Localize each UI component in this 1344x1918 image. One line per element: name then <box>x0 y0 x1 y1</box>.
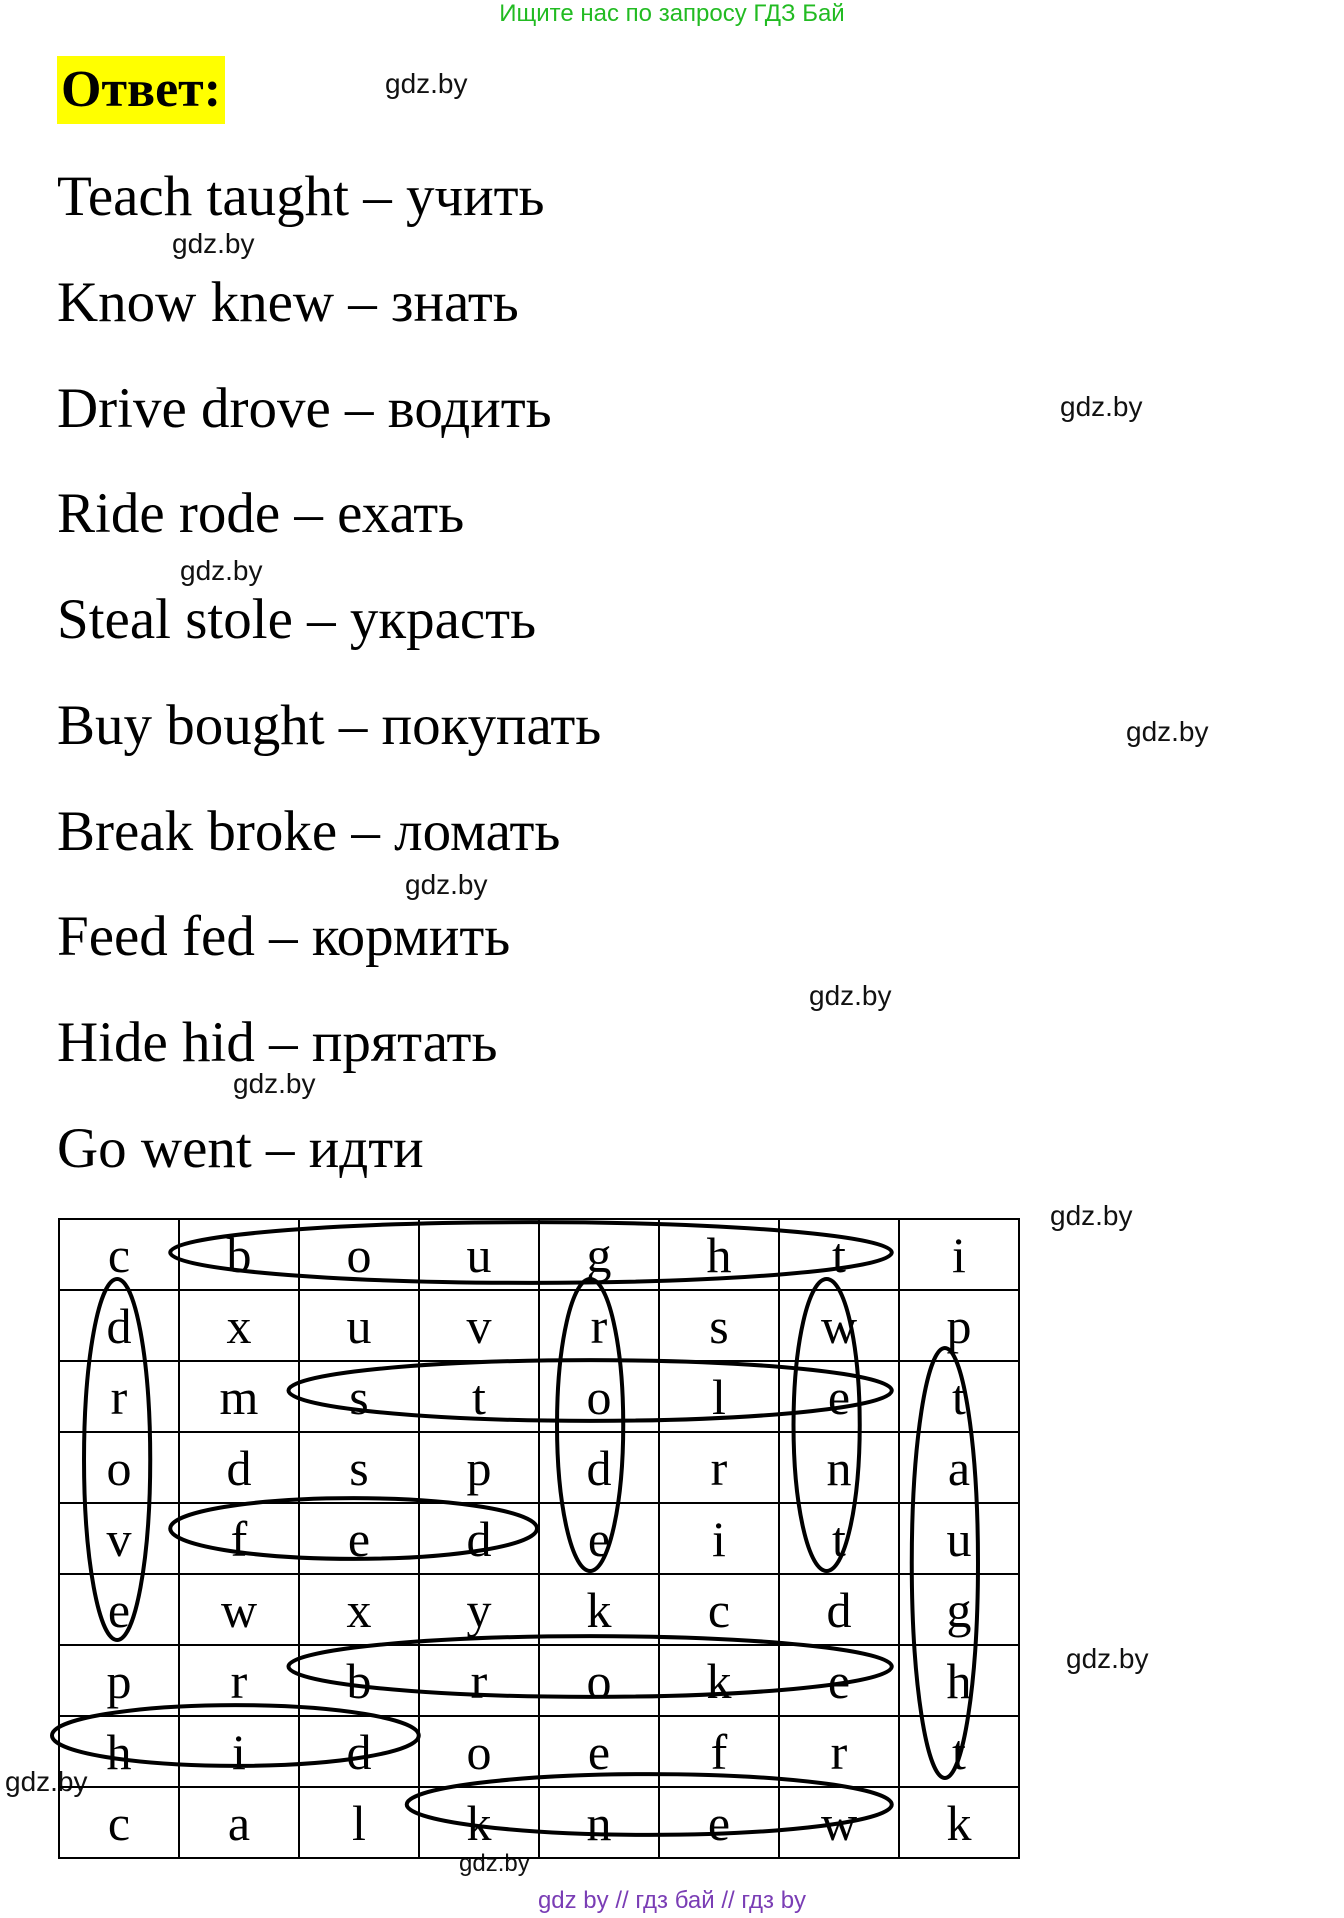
grid-row <box>59 1361 1019 1432</box>
grid-cell: s <box>659 1290 779 1361</box>
verb-line-9: Hide hid – прятать <box>57 1011 498 1074</box>
watermark: gdz.by <box>1126 716 1209 747</box>
grid-cell: u <box>899 1503 1019 1574</box>
grid-cell: r <box>419 1645 539 1716</box>
watermark: gdz.by <box>180 555 263 586</box>
grid-cell: u <box>419 1219 539 1290</box>
grid-cell: o <box>419 1716 539 1787</box>
grid-cell: a <box>179 1787 299 1858</box>
watermark: gdz.by <box>405 869 488 900</box>
grid-cell: w <box>179 1574 299 1645</box>
grid-cell: t <box>419 1361 539 1432</box>
watermark: gdz.by <box>172 228 255 259</box>
watermark: gdz.by <box>385 68 468 99</box>
grid-cell: d <box>419 1503 539 1574</box>
grid-cell: t <box>899 1716 1019 1787</box>
grid-cell: x <box>299 1574 419 1645</box>
watermark: gdz.by <box>1060 391 1143 422</box>
grid-cell: b <box>179 1219 299 1290</box>
grid-cell: u <box>299 1290 419 1361</box>
grid-cell: d <box>179 1432 299 1503</box>
grid-cell: f <box>659 1716 779 1787</box>
grid-cell: n <box>539 1787 659 1858</box>
footer-separator: // <box>615 1887 629 1914</box>
grid-cell: s <box>299 1432 419 1503</box>
grid-cell: s <box>299 1361 419 1432</box>
watermark: gdz.by <box>459 1850 530 1877</box>
grid-cell: r <box>179 1645 299 1716</box>
grid-cell: i <box>659 1503 779 1574</box>
grid-cell: i <box>899 1219 1019 1290</box>
watermark: gdz.by <box>809 980 892 1011</box>
grid-cell: r <box>539 1290 659 1361</box>
footer-link-middle[interactable]: гдз бай <box>635 1887 715 1914</box>
footer-link-right[interactable]: гдз by <box>741 1887 807 1914</box>
watermark: gdz.by <box>1050 1200 1133 1231</box>
grid-cell: k <box>659 1645 779 1716</box>
grid-row <box>59 1645 1019 1716</box>
grid-cell: a <box>899 1432 1019 1503</box>
grid-cell: o <box>539 1361 659 1432</box>
footer-separator: // <box>721 1887 735 1914</box>
grid-cell: l <box>659 1361 779 1432</box>
grid-cell: t <box>779 1503 899 1574</box>
word-search-grid <box>58 1218 1020 1859</box>
verb-line-5: Steal stole – украсть <box>57 588 537 651</box>
footer-link-left[interactable]: gdz by <box>537 1887 609 1914</box>
watermark: gdz.by <box>233 1068 316 1099</box>
verb-line-10: Go went – идти <box>57 1117 424 1180</box>
grid-cell: v <box>59 1503 179 1574</box>
grid-cell: t <box>899 1361 1019 1432</box>
grid-cell: c <box>659 1574 779 1645</box>
verb-line-2: Know knew – знать <box>57 271 519 334</box>
grid-cell: r <box>779 1716 899 1787</box>
grid-cell: o <box>539 1645 659 1716</box>
grid-row <box>59 1503 1019 1574</box>
grid-cell: e <box>779 1645 899 1716</box>
footer-links <box>0 1887 1344 1915</box>
grid-cell: r <box>659 1432 779 1503</box>
grid-cell: d <box>299 1716 419 1787</box>
grid-cell: o <box>299 1219 419 1290</box>
grid-cell: y <box>419 1574 539 1645</box>
grid-cell: n <box>779 1432 899 1503</box>
grid-cell: d <box>59 1290 179 1361</box>
grid-cell: m <box>179 1361 299 1432</box>
grid-cell: c <box>59 1787 179 1858</box>
verb-line-7: Break broke – ломать <box>57 800 561 863</box>
grid-cell: r <box>59 1361 179 1432</box>
grid-cell: g <box>899 1574 1019 1645</box>
grid-cell: l <box>299 1787 419 1858</box>
grid-row <box>59 1219 1019 1290</box>
grid-cell: w <box>779 1787 899 1858</box>
verb-line-4: Ride rode – ехать <box>57 482 465 545</box>
grid-cell: t <box>779 1219 899 1290</box>
grid-cell: g <box>539 1219 659 1290</box>
watermark: gdz.by <box>5 1766 88 1797</box>
grid-cell: c <box>59 1219 179 1290</box>
verb-line-8: Feed fed – кормить <box>57 905 511 968</box>
grid-cell: v <box>419 1290 539 1361</box>
grid-cell: o <box>59 1432 179 1503</box>
grid-cell: e <box>659 1787 779 1858</box>
grid-cell: e <box>539 1716 659 1787</box>
grid-cell: b <box>299 1645 419 1716</box>
grid-cell: k <box>539 1574 659 1645</box>
grid-cell: h <box>59 1716 179 1787</box>
grid-cell: i <box>179 1716 299 1787</box>
grid-row <box>59 1574 1019 1645</box>
verb-line-1: Teach taught – учить <box>57 165 545 228</box>
grid-cell: k <box>899 1787 1019 1858</box>
grid-cell: f <box>179 1503 299 1574</box>
top-banner: Ищите нас по запросу ГДЗ Бай <box>499 0 845 27</box>
grid-row <box>59 1787 1019 1858</box>
grid-cell: e <box>539 1503 659 1574</box>
grid-cell: k <box>419 1787 539 1858</box>
grid-row <box>59 1290 1019 1361</box>
grid-cell: e <box>59 1574 179 1645</box>
grid-cell: e <box>299 1503 419 1574</box>
grid-cell: x <box>179 1290 299 1361</box>
grid-cell: p <box>59 1645 179 1716</box>
grid-cell: p <box>899 1290 1019 1361</box>
verb-line-3: Drive drove – водить <box>57 377 552 440</box>
answer-label: Ответ: <box>57 56 225 124</box>
grid-cell: h <box>899 1645 1019 1716</box>
watermark: gdz.by <box>1066 1643 1149 1674</box>
grid-cell: w <box>779 1290 899 1361</box>
verb-line-6: Buy bought – покупать <box>57 694 602 757</box>
grid-row <box>59 1716 1019 1787</box>
grid-cell: d <box>779 1574 899 1645</box>
grid-row <box>59 1432 1019 1503</box>
grid-cell: h <box>659 1219 779 1290</box>
grid-cell: p <box>419 1432 539 1503</box>
grid-cell: e <box>779 1361 899 1432</box>
grid-cell: d <box>539 1432 659 1503</box>
